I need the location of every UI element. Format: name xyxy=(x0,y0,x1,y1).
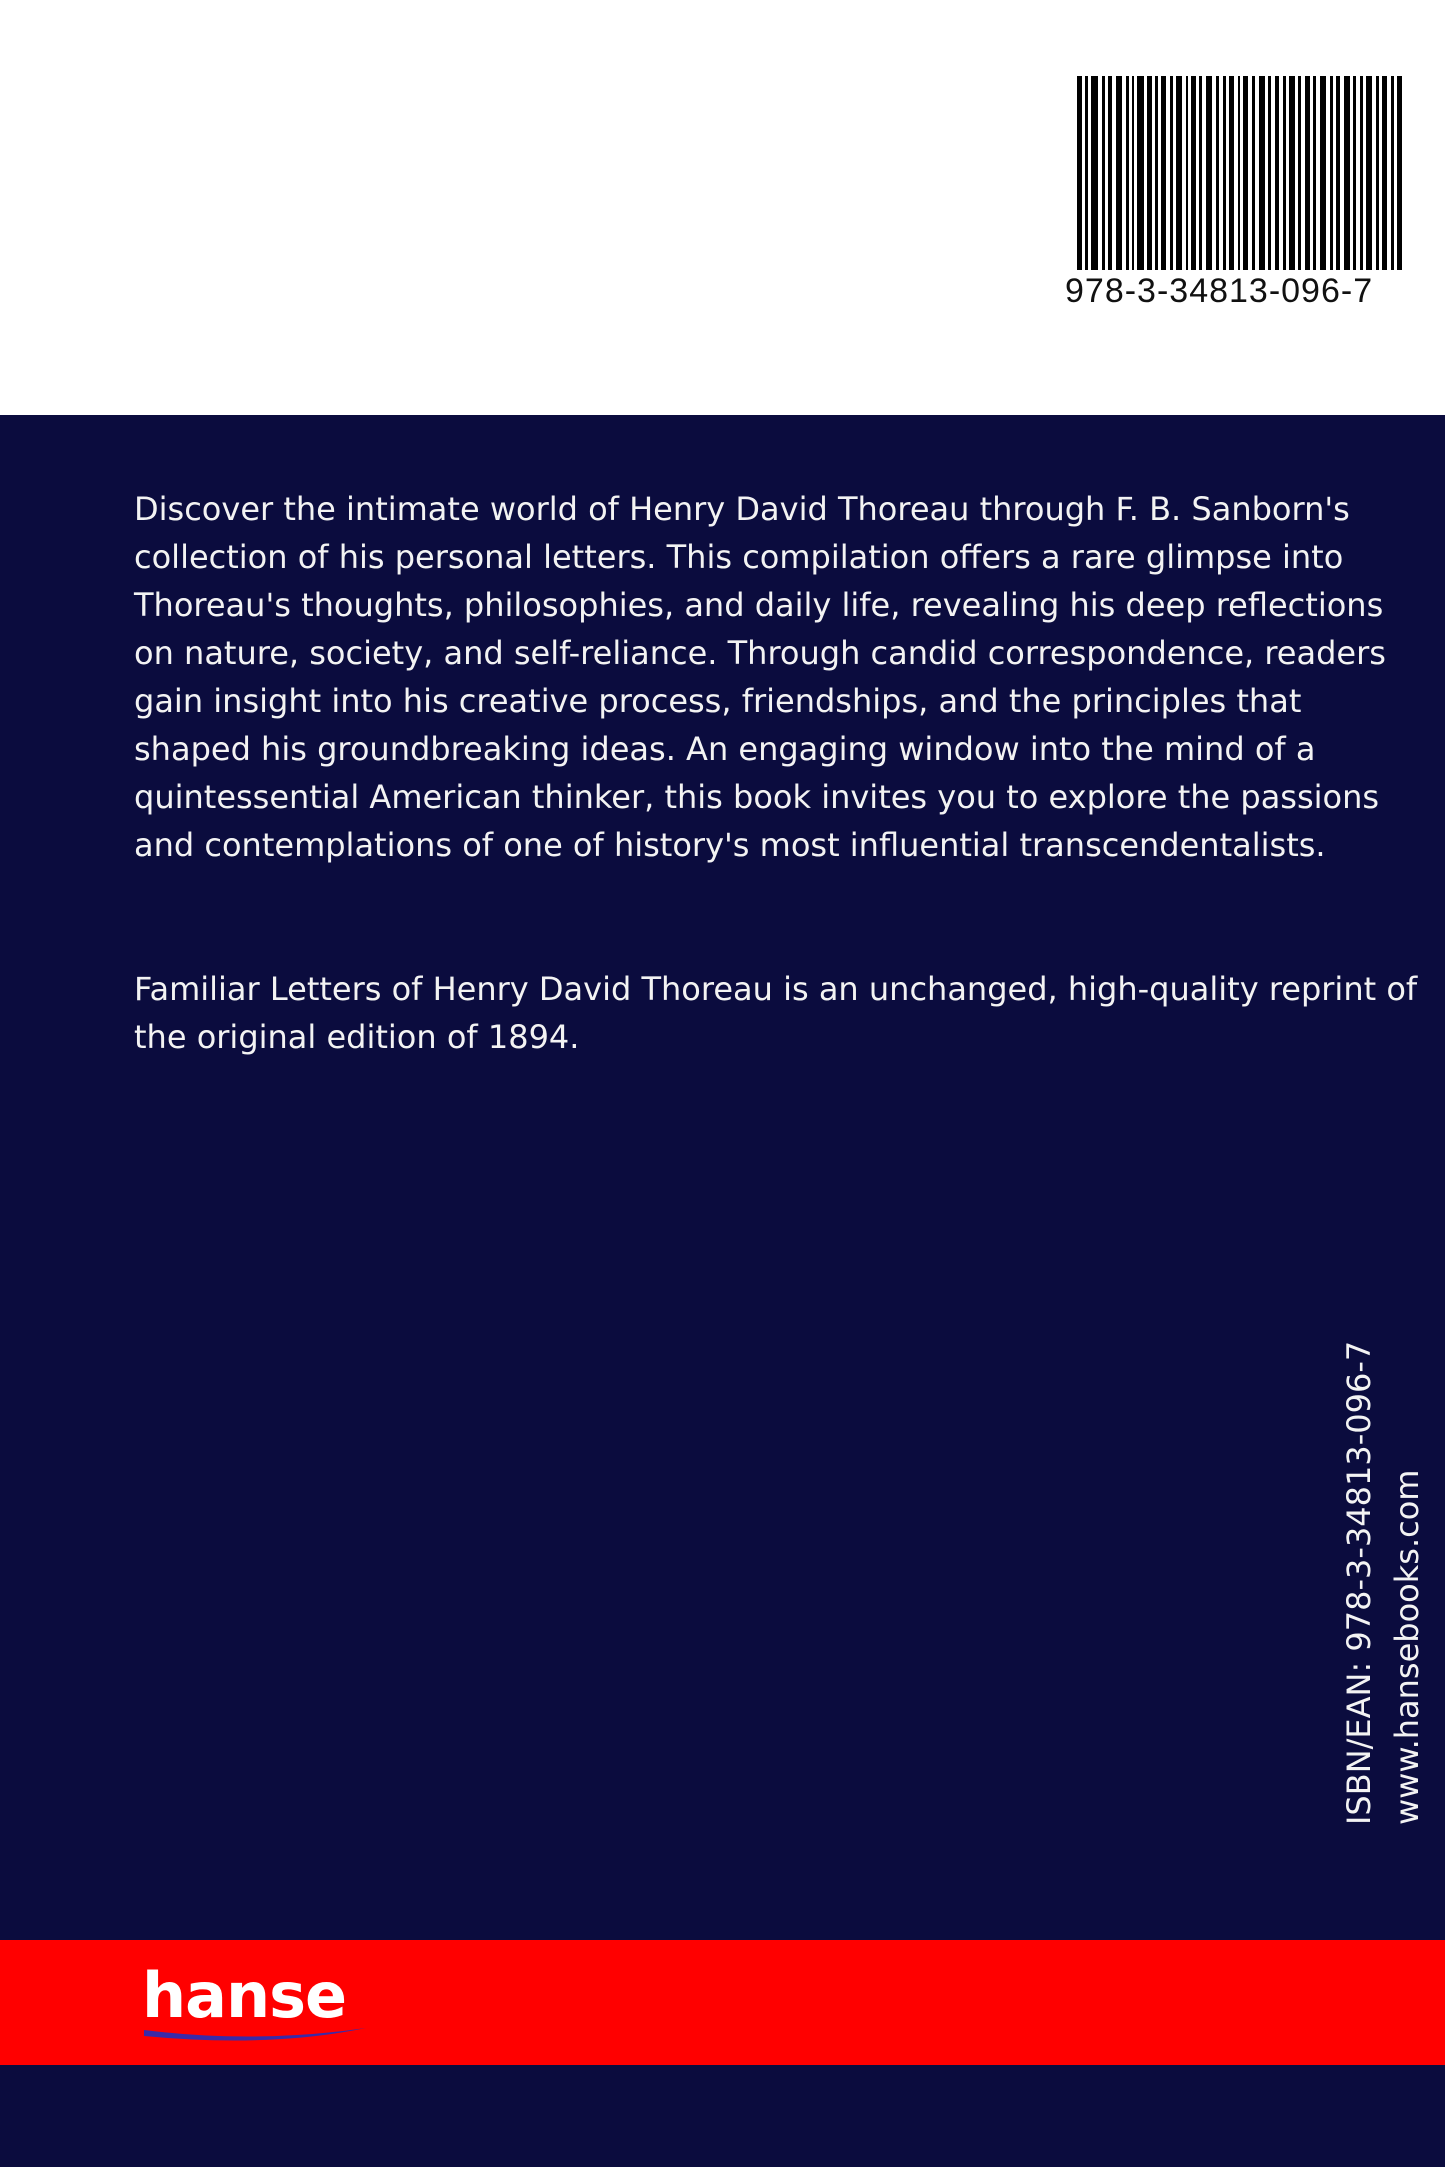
publisher-banner xyxy=(0,1940,1445,2065)
barcode-number: 978-3-34813-096-7 xyxy=(1065,272,1374,310)
top-white-band xyxy=(0,0,1445,415)
reprint-note: Familiar Letters of Henry David Thoreau is an unchanged, high-quality reprint of the original edition of 1894. xyxy=(134,970,1418,1056)
logo-wordmark: hanse xyxy=(142,1959,347,2032)
barcode-image xyxy=(1075,76,1405,270)
bottom-band xyxy=(0,2065,1445,2167)
isbn-line: ISBN/EAN: 978-3-34813-096-7 xyxy=(1340,1340,1378,1825)
vertical-text-block xyxy=(1335,1341,1431,1825)
hanse-logo xyxy=(140,1960,370,2050)
description-panel xyxy=(0,415,1445,1940)
vertical-publisher-info xyxy=(1335,1340,1426,1826)
book-description: Discover the intimate world of Henry David Thoreau through F. B. Sanborn's collection of his personal letters. This compilation offers a rare glimpse into Thoreau's thoughts, philosophies, and daily life, revealing his deep reflections on nature, society, and self-reliance. Through candid correspondence, readers gain insight into his creative process, friendships, and the principles that shaped his groundbreaking ideas. An engaging window into the mind of a quintessential American thinker, this book invites you to explore the passions and contemplations of one of history's most influential transcendentalists. xyxy=(134,490,1386,864)
publisher-website: www.hansebooks.com xyxy=(1388,1469,1426,1825)
logo-swoosh-icon xyxy=(140,2022,370,2046)
barcode-block xyxy=(1065,76,1400,311)
